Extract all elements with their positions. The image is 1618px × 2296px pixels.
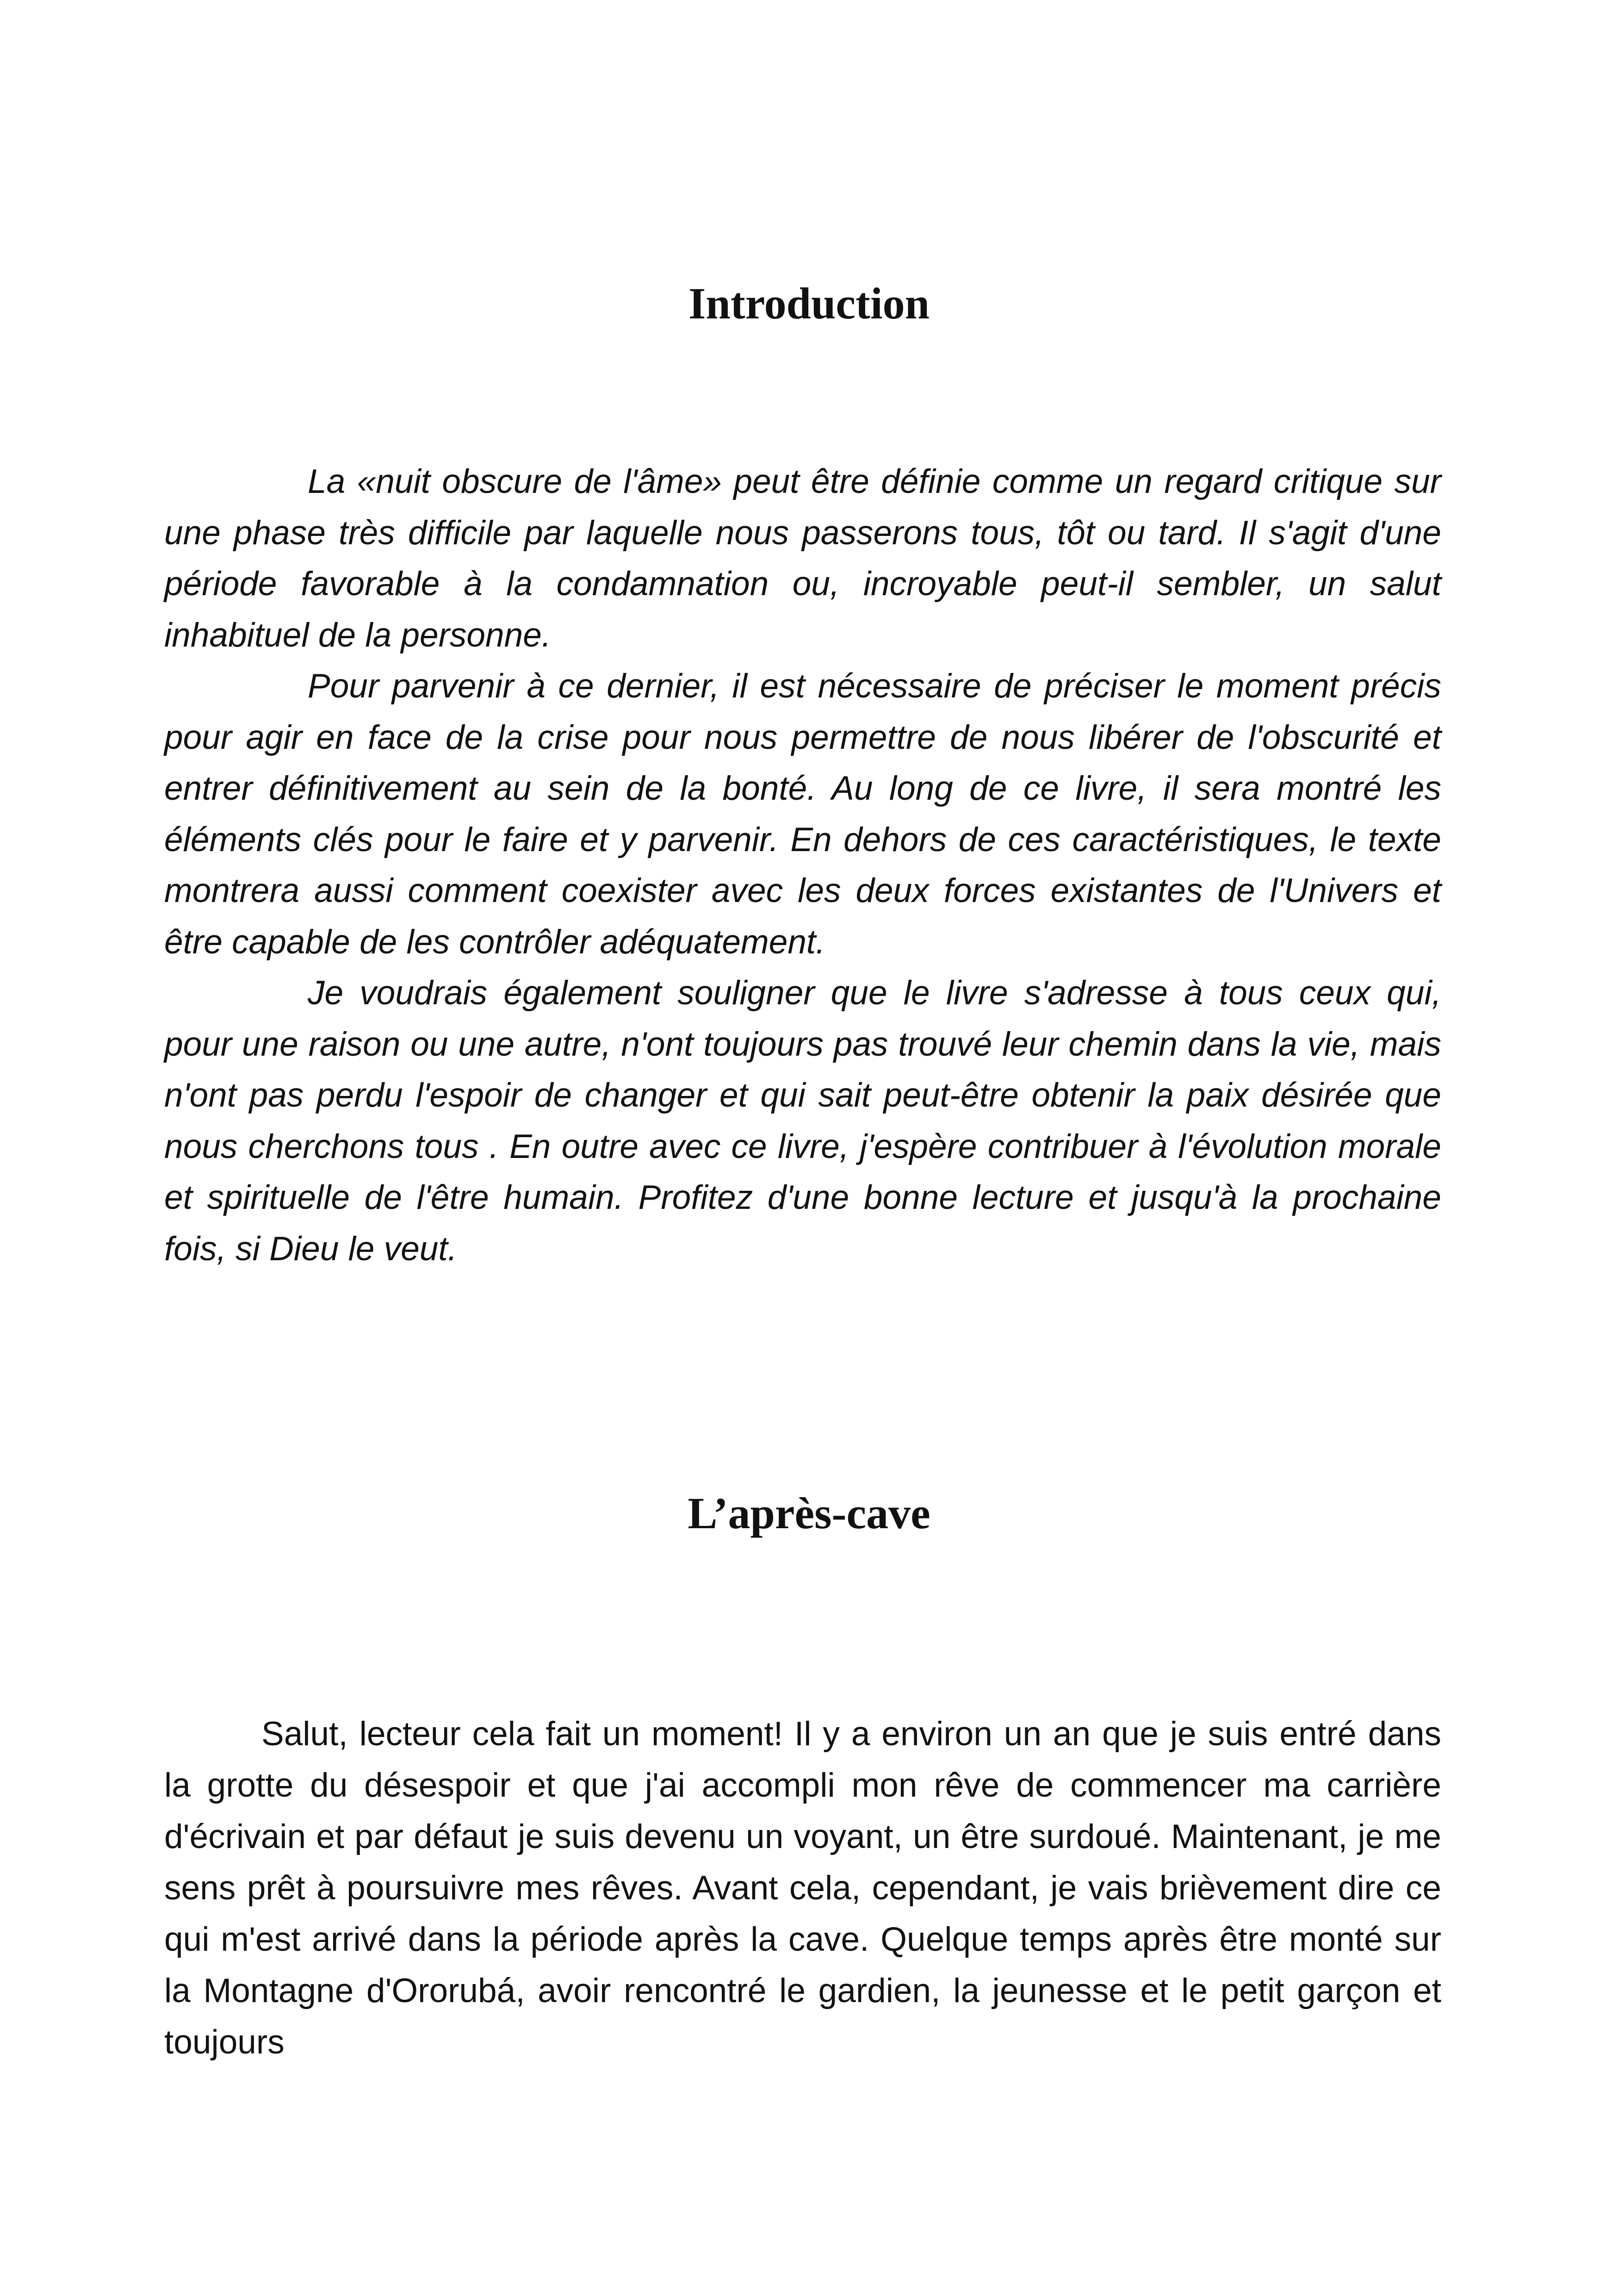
apres-cave-paragraph-1: Salut, lecteur cela fait un moment! Il y a environ un an que je suis entré dans la grotte du désespoir et que j'ai accompli mon rêve de commencer ma carrière d'écrivain et par défaut je suis devenu un voyant, un être surdoué. Maintenant, je me sens prêt à poursuivre mes rêves. Avant cela, cependant, je vais brièvement dire ce qui m'est arrivé dans la période après la cave. Quelque temps après être monté sur la Montagne d'Ororubá, avoir rencontré le gardien, la jeunesse et le petit garçon et toujours <box>164 1715 1441 2061</box>
introduction-body <box>164 456 1441 1275</box>
introduction-paragraph-2: Pour parvenir à ce dernier, il est nécessaire de préciser le moment précis pour agir en face de la crise pour nous permettre de nous libérer de l'obscurité et entrer définitivement au sein de la bonté. Au long de ce livre, il sera montré les éléments clés pour le faire et y parvenir. En dehors de ces caractéristiques, le texte montrera aussi comment coexister avec les deux forces existantes de l'Univers et être capable de les contrôler adéquatement. <box>164 667 1441 961</box>
introduction-paragraph-3: Je voudrais également souligner que le livre s'adresse à tous ceux qui, pour une raison ou une autre, n'ont toujours pas trouvé leur chemin dans la vie, mais n'ont pas perdu l'espoir de changer et qui sait peut-être obtenir la paix désirée que nous cherchons tous . En outre avec ce livre, j'espère contribuer à l'évolution morale et spirituelle de l'être humain. Profitez d'une bonne lecture et jusqu'à la prochaine fois, si Dieu le veut. <box>164 974 1441 1268</box>
apres-cave-body <box>164 1708 1441 2068</box>
apres-cave-heading: L’après-cave <box>688 1488 930 1538</box>
introduction-paragraph-1: La «nuit obscure de l'âme» peut être définie comme un regard critique sur une phase très difficile par laquelle nous passerons tous, tôt ou tard. Il s'agit d'une période favorable à la condamnation ou, incroyable peut-il sembler, un salut inhabituel de la personne. <box>164 463 1441 654</box>
introduction-heading: Introduction <box>688 279 930 328</box>
